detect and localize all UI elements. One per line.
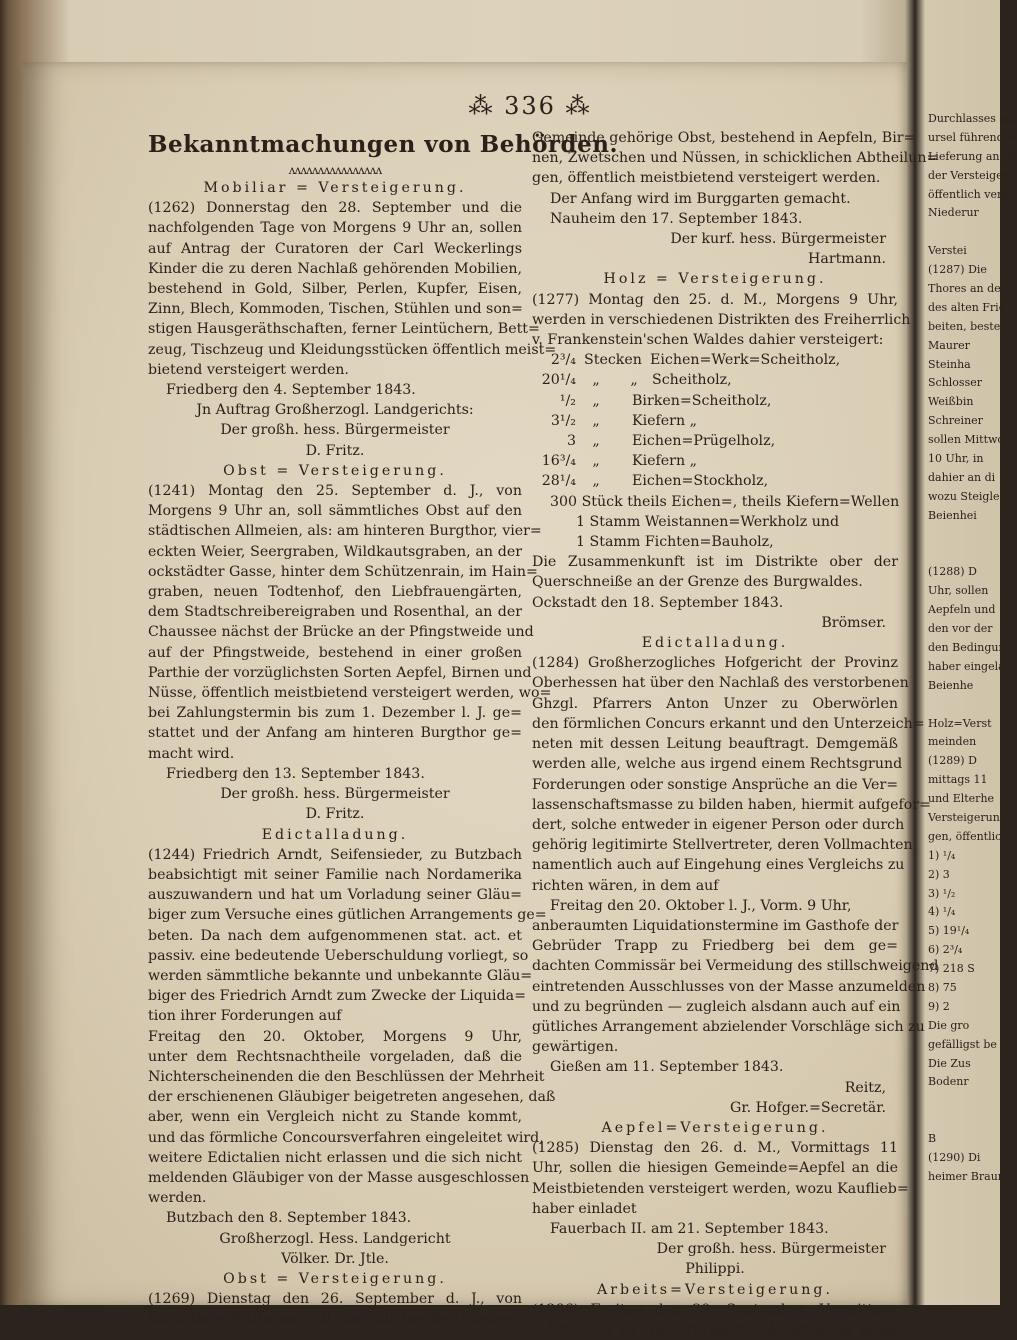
text-line: Zinn, Blech, Kommoden, Tischen, Stühlen und son= (148, 301, 523, 318)
wood-table-item: Scheitholz, (652, 372, 732, 389)
text-line: Querschneiße an der Grenze des Burgwaldes. (532, 574, 863, 591)
text-line: haber einladet (532, 1200, 637, 1217)
adjacent-page-line: Die Zus (928, 1056, 971, 1070)
section-heading: Mobiliar = Versteigerung. (203, 180, 467, 196)
adjacent-page-line: heimer Braun (928, 1169, 1005, 1183)
adjacent-page-line (928, 1092, 1000, 1111)
text-line: 1 Stamm Fichten=Bauholz, (576, 534, 774, 551)
text-line: Friedberg den 4. September 1843. (166, 382, 416, 399)
text-line: Nichterscheinenden die den Beschlüssen der Mehrheit (148, 1068, 545, 1085)
text-line: meldenden Gläubiger von der Masse ausgeschlossen (148, 1169, 530, 1186)
adjacent-page-line: den vor der (928, 622, 993, 636)
text-line: Morgens 9 Uhr an, soll sämmtliches Obst auf den (148, 503, 522, 520)
text-line: nen, Zwetschen und Nüssen, in schicklichen Abtheilun= (532, 150, 939, 167)
wood-table-qty: 28¹/₄ (541, 473, 576, 490)
wood-table-ditto (616, 451, 632, 471)
adjacent-page-line: Lieferung an de (928, 149, 1017, 163)
adjacent-page-line: mittags 11 (928, 773, 988, 787)
text-line: biger zum Versuche eines gütlichen Arrangements ge= (148, 907, 547, 924)
text-line: dem Stadtschreibereigraben und Rosenthal, an der (148, 604, 522, 621)
text-line: Gr. Hofger.=Secretär. (730, 1099, 886, 1116)
wood-table-ditto (616, 431, 632, 451)
text-line: Gebrüder Trapp zu Friedberg bei dem ge= (532, 938, 898, 955)
adjacent-page-line: 3) ¹/₂ (928, 886, 956, 900)
text-line: auf der Pfingstweide, bestehend in einer großen (148, 644, 522, 661)
text-line: werden alle, welche aus irgend einem Rechtsgrund (532, 756, 903, 773)
wood-table-qty: 16³/₄ (541, 453, 576, 470)
text-line: auf Antrag der Curatoren der Carl Weckerlings (148, 240, 522, 257)
adjacent-page-line: Uhr, sollen (928, 584, 989, 598)
wood-table-row (532, 370, 898, 390)
text-line: (1284) Großherzogliches Hofgericht der Provinz (532, 655, 898, 672)
text-line: stattet und der Anfang am hinteren Burgthor ge= (148, 725, 522, 742)
text-line: namentlich auch auf Eingehung eines Vergleichs zu (532, 857, 905, 874)
adjacent-page-line: Beienhei (928, 508, 977, 522)
section-heading: Holz = Versteigerung. (603, 271, 827, 288)
text-line: Nauheim den 17. September 1843. (550, 210, 803, 227)
wood-table-qty: 20¹/₄ (541, 372, 576, 389)
section-heading: Arbeits=Versteigerung. (596, 1281, 834, 1298)
adjacent-page-line: 8) 75 (928, 980, 957, 994)
text-line: Ghzgl. Pfarrers Anton Unzer zu Oberwörlen (532, 695, 898, 712)
text-line: Chaussee nächst der Brücke an der Pfingstweide und (148, 624, 534, 641)
adjacent-page-line (928, 223, 1000, 242)
text-line: (1285) Dienstag den 26. d. M., Vormittags 11 (532, 1140, 898, 1157)
adjacent-page-line: der Versteigeru (928, 168, 1015, 182)
section-heading: Obst = Versteigerung. (223, 1270, 447, 1287)
adjacent-page-line: Niederur (928, 206, 979, 220)
wood-table-row (532, 411, 898, 431)
adjacent-page-line: B (928, 1132, 937, 1146)
text-line: v. Frankenstein'schen Waldes dahier versteigert: (532, 332, 884, 349)
adjacent-page-line: dahier an di (928, 470, 996, 484)
text-line: Völker. Dr. Jtle. (281, 1250, 389, 1267)
text-line: bestehend in Gold, Silber, Perlen, Kupfer, Eisen, (148, 281, 522, 298)
wood-table-ditto: „ (630, 372, 638, 389)
text-line: D. Fritz. (305, 442, 365, 459)
adjacent-page-line: Beienhe (928, 678, 974, 692)
text-line: Reitz, (844, 1079, 886, 1096)
text-line: graben, neuen Todtenhof, den Liebfrauengärten, (148, 584, 522, 601)
adjacent-page-line: beiten, beste (928, 319, 1001, 333)
text-line: aber, wenn ein Vergleich nicht zu Stande kommt, (148, 1109, 522, 1126)
wood-table (532, 350, 898, 491)
adjacent-page-line: Bodenr (928, 1075, 969, 1089)
text-line: Jn Auftrag Großherzogl. Landgerichts: (196, 402, 474, 419)
text-line: Meistbietenden versteigert werden, wozu Kauflieb= (532, 1180, 909, 1197)
text-line: ᴧᴧᴧᴧᴧᴧᴧᴧᴧᴧᴧᴧᴧᴧᴧᴧ (288, 163, 382, 177)
adjacent-page-line (928, 1111, 1000, 1130)
text-line: Fauerbach II. am 21. September 1843. (550, 1220, 829, 1237)
text-line: Hartmann. (807, 251, 886, 268)
text-line: auszuwandern und hat um Vorladung seiner Gläu= (148, 887, 522, 904)
adjacent-page-line: (1288) D (928, 565, 977, 579)
wood-table-ditto (616, 391, 632, 411)
text-line: unter dem Rechtsnachtheile vorgeladen, daß die (148, 1048, 522, 1065)
wood-table-qty: 2³/₄ (550, 352, 576, 369)
text-line: Die Zusammenkunft ist im Distrikte ober der (532, 554, 898, 571)
text-line: Gießen am 11. September 1843. (550, 1059, 784, 1076)
adjacent-page-line: sollen Mittwo (928, 433, 1005, 447)
wood-table-row (532, 451, 898, 471)
adjacent-page-line: Maurer (928, 338, 970, 352)
page-number: ⁂ 336 ⁂ (468, 92, 592, 120)
text-line: tion ihrer Forderungen auf (148, 1008, 342, 1025)
text-line: Großherzogl. Hess. Landgericht (219, 1230, 451, 1247)
adjacent-page-line: (1287) Die (928, 263, 987, 277)
text-line: Der großh. hess. Bürgermeister (656, 1241, 886, 1258)
text-line: eckten Weier, Seergraben, Wildkautsgraben, an der (148, 543, 522, 560)
text-line: (1262) Donnerstag den 28. September und die (148, 200, 522, 217)
text-line: dert, solche entweder in eigener Person oder durch (532, 816, 905, 833)
wood-table-row (532, 350, 898, 370)
adjacent-page-line: Weißbin (928, 395, 974, 409)
adjacent-page-line: Aepfeln und (928, 603, 996, 617)
text-line: werden in verschiedenen Distrikten des Freiherrlich (532, 311, 911, 328)
adjacent-page-line: Versteigerung (928, 810, 1007, 824)
adjacent-page-line: öffentlich verge (928, 187, 1016, 201)
text-line: Friedberg den 13. September 1843. (166, 765, 425, 782)
wood-table-unit: „ (592, 473, 600, 490)
adjacent-page-line: Schreiner (928, 414, 983, 428)
text-line: gen, öffentlich meistbietend versteigert werden. (532, 170, 881, 187)
wood-table-ditto (616, 471, 632, 491)
text-line: Gemeinde gehörige Obst, bestehend in Aepfeln, Bir= (532, 130, 916, 146)
wood-table-row (532, 391, 898, 411)
text-line: Nüsse, öffentlich meistbietend versteigert werden, wo= (148, 685, 552, 702)
wood-table-row (532, 471, 898, 491)
adjacent-page-line: gen, öffentlic (928, 829, 1002, 843)
adjacent-page-line: (1289) D (928, 754, 977, 768)
text-line: gütliches Arrangement abzielender Vorschläge sich zu (532, 1018, 925, 1035)
text-line: richten wären, in dem auf (532, 877, 719, 894)
adjacent-page-line: 7) 218 S (928, 962, 975, 976)
section-heading: Edictalladung. (261, 826, 409, 843)
wood-table-item: Eichen=Prügelholz, (632, 433, 776, 450)
adjacent-page-line: wozu Steigle (928, 489, 1000, 503)
adjacent-page-line: haber eingela (928, 659, 1005, 673)
section-heading: Aepfel=Versteigerung. (601, 1119, 829, 1136)
text-line: den förmlichen Concurs erkannt und den Unterzeich= (532, 715, 925, 732)
adjacent-page-line: Steinha (928, 357, 971, 371)
text-line: Der Anfang wird im Burggarten gemacht. (550, 190, 851, 207)
text-line: (1241) Montag den 25. September d. J., von (148, 483, 522, 500)
adjacent-page-line: gefälligst be (928, 1037, 997, 1051)
wood-table-qty: 3¹/₂ (550, 412, 576, 429)
adjacent-page-line: Schlosser (928, 376, 982, 390)
wood-table-item: Eichen=Werk=Scheitholz, (650, 352, 841, 369)
text-line: Philippi. (685, 1261, 745, 1278)
text-line: (1277) Montag den 25. d. M., Morgens 9 Uhr, (532, 291, 898, 308)
wood-table-item: Birken=Scheitholz, (632, 392, 772, 409)
text-line: (1244) Friedrich Arndt, Seifensieder, zu Butzbach (148, 846, 522, 863)
adjacent-page-line: 1) ¹/₄ (928, 848, 956, 862)
wood-table-unit: Stecken (584, 352, 642, 369)
adjacent-page-line: Verstei (928, 244, 967, 258)
text-line: und das förmliche Concoursverfahren eingeleitet wird, (148, 1129, 544, 1146)
text-line: Vormittags 9 Uhr an, soll sämmtliches der hiesigen (148, 1311, 522, 1328)
text-line: Kinder die zu deren Nachlaß gehörenden Mobilien, (148, 260, 522, 277)
text-line: 1 Stamm Weistannen=Werkholz und (576, 513, 840, 530)
text-line: beten. Da nach dem aufgenommenen stat. act. et (148, 927, 522, 944)
text-line: eintretenden Ausschlusses von der Masse anzumelden (532, 978, 926, 995)
wood-table-row (532, 431, 898, 451)
adjacent-page-line (928, 526, 1000, 545)
wood-table-unit: „ (592, 453, 600, 470)
adjacent-page-line: 5) 19¹/₄ (928, 924, 970, 938)
text-line: Brömser. (821, 614, 886, 631)
text-line: anberaumten Liquidationstermine im Gasthofe der (532, 917, 899, 934)
adjacent-page-line: den Bedingun (928, 640, 1006, 654)
text-line: werden. (148, 1190, 207, 1207)
text-line: macht wird. (148, 745, 235, 762)
adjacent-page-line: ursel führenden (928, 130, 1017, 144)
text-line: Ockstadt den 18. September 1843. (532, 594, 784, 611)
adjacent-page-line: (1290) Di (928, 1150, 981, 1164)
adjacent-page-line: und Elterhe (928, 792, 995, 806)
text-line: städtischen Allmeien, als: am hinteren Burgthor, vier= (148, 523, 542, 540)
adjacent-page-strip (928, 110, 1017, 1187)
text-line: 300 Stück theils Eichen=, theils Kiefern=Wellen (550, 493, 900, 510)
text-line: (1269) Dienstag den 26. September d. J., von (148, 1291, 522, 1308)
text-line: Parthie der vorzüglichsten Sorten Aepfel, Birnen und (148, 664, 532, 681)
text-line: Butzbach den 8. September 1843. (166, 1210, 412, 1227)
adjacent-page-line: 6) 2³/₄ (928, 943, 963, 957)
adjacent-page-line: Thores an de (928, 282, 1001, 296)
text-line: Freitag den 20. Oktober, Morgens 9 Uhr, (148, 1028, 522, 1045)
text-line: der erschienenen Gläubiger beigetreten angesehen, daß (148, 1089, 556, 1106)
right-column-top (532, 128, 939, 350)
adjacent-page-line (928, 696, 1000, 715)
text-line: Der großh. hess. Bürgermeister (220, 422, 450, 439)
wood-table-item: Eichen=Stockholz, (632, 473, 769, 490)
section-heading: Edictalladung. (641, 635, 789, 652)
adjacent-page-line: 9) 2 (928, 999, 950, 1013)
wood-table-unit: „ (592, 433, 600, 450)
text-line: stigen Hausgeräthschaften, ferner Leintüchern, Bett= (148, 321, 540, 338)
page-heading: Bekanntmachungen von Behörden. (148, 131, 618, 158)
text-line: D. Fritz. (305, 806, 365, 823)
wood-table-unit: „ (592, 412, 600, 429)
text-line: 9 Uhr, soll zu Niederursel die Anfertigung eines (532, 1321, 898, 1338)
text-line: gehörig legitimirte Stellvertreter, deren Vollmachten (532, 837, 913, 854)
text-line: Der kurf. hess. Bürgermeister (670, 231, 886, 248)
adjacent-page-line: 10 Uhr, in (928, 452, 984, 466)
text-line: Uhr, sollen die hiesigen Gemeinde=Aepfel an die (532, 1160, 898, 1177)
text-line: Forderungen oder sonstige Ansprüche an die Ver= (532, 776, 899, 793)
adjacent-page-line: Holz=Verst (928, 716, 992, 730)
adjacent-page-line: des alten Frie (928, 300, 1006, 314)
wood-table-item: Kiefern „ (632, 412, 697, 429)
adjacent-page-line: 2) 3 (928, 867, 950, 881)
text-line: passiv. eine bedeutende Ueberschuldung vorliegt, so (148, 947, 529, 964)
text-line: lassenschaftsmasse zu bilden haben, hiermit aufgefor= (532, 796, 932, 813)
wood-table-unit: „ (592, 392, 600, 409)
wood-table-qty: 3 (566, 433, 576, 450)
text-line: Der großh. hess. Bürgermeister (220, 786, 450, 803)
text-line: neten mit dessen Leitung beauftragt. Demgemäß (532, 736, 898, 753)
adjacent-page-line: Die gro (928, 1018, 970, 1032)
text-line: bei Zahlungstermin bis zum 1. Dezember l. J. ge= (148, 705, 522, 722)
adjacent-page-line: 4) ¹/₄ (928, 905, 956, 919)
text-line: beabsichtigt mit seiner Familie nach Nordamerika (148, 866, 522, 883)
text-line: ockstädter Gasse, hinter dem Schützenrain, im Hain= (148, 563, 538, 580)
text-line: weitere Edictalien nicht erlassen und die sich nicht (148, 1149, 522, 1166)
text-line: dachten Commissär bei Vermeidung des stillschweigend (532, 958, 939, 975)
text-line: bietend versteigert werden. (148, 361, 349, 378)
adjacent-page-line (928, 544, 1000, 563)
wood-table-ditto (616, 411, 632, 431)
text-line: zeug, Tischzeug und Kleidungsstücken öffentlich meist= (148, 341, 557, 358)
text-line: Freitag den 20. Oktober l. J., Vorm. 9 Uhr, (550, 897, 852, 914)
wood-table-qty: ¹/₂ (559, 392, 576, 409)
text-line: (1286) Freitag den 29. September, Vormittags (532, 1301, 898, 1318)
text-line: nachfolgenden Tage von Morgens 9 Uhr an, sollen (148, 220, 522, 237)
text-line: biger des Friedrich Arndt zum Zwecke der Liquida= (148, 988, 527, 1005)
text-line: und zu begründen — zugleich alsdann auch auf ein (532, 998, 901, 1015)
text-line: werden sämmtliche bekannte und unbekannte Gläu= (148, 967, 533, 984)
text-line: Oberhessen hat über den Nachlaß des verstorbenen (532, 675, 909, 692)
section-heading: Obst = Versteigerung. (223, 462, 447, 479)
adjacent-page-line: Durchlasses auf (928, 112, 1017, 125)
text-line: gewärtigen. (532, 1039, 619, 1056)
wood-table-unit: „ (592, 372, 600, 389)
wood-table-item: Kiefern „ (632, 453, 697, 470)
adjacent-page-line: meinden (928, 735, 977, 749)
